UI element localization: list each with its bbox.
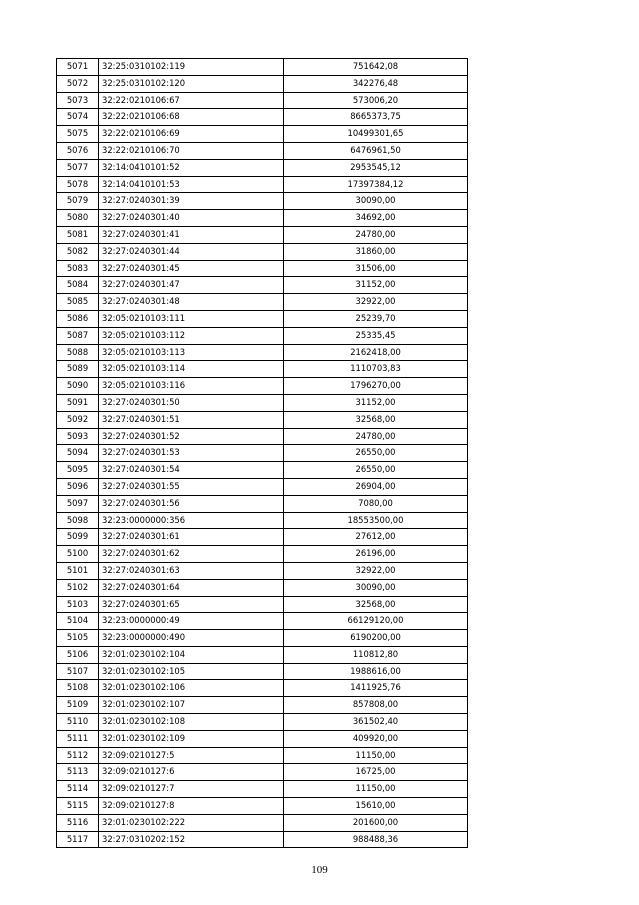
value-cell: 988488,36: [284, 831, 468, 848]
table-row: [57, 310, 468, 327]
table-row: [57, 243, 468, 260]
cadastral-number-cell: 32:27:0310202:152: [99, 831, 284, 848]
value-cell: 31152,00: [284, 394, 468, 411]
value-cell: 31860,00: [284, 243, 468, 260]
row-number-cell: 5099: [57, 529, 99, 546]
cadastral-number-cell: 32:27:0240301:61: [99, 529, 284, 546]
cadastral-number-cell: 32:27:0240301:56: [99, 495, 284, 512]
cadastral-number-cell: 32:27:0240301:45: [99, 260, 284, 277]
value-cell: 1988616,00: [284, 663, 468, 680]
value-cell: 26196,00: [284, 546, 468, 563]
row-number-cell: 5113: [57, 764, 99, 781]
table-row: [57, 596, 468, 613]
value-cell: 32922,00: [284, 562, 468, 579]
value-cell: 30090,00: [284, 579, 468, 596]
table-row: [57, 109, 468, 126]
table-row: [57, 226, 468, 243]
cadastral-number-cell: 32:27:0240301:52: [99, 428, 284, 445]
page-number: 109: [311, 864, 328, 876]
table-row: [57, 478, 468, 495]
table-row: [57, 445, 468, 462]
value-cell: 6476961,50: [284, 142, 468, 159]
cadastral-number-cell: 32:23:0000000:356: [99, 512, 284, 529]
cadastral-number-cell: 32:09:0210127:5: [99, 747, 284, 764]
value-cell: 34692,00: [284, 210, 468, 227]
value-cell: 16725,00: [284, 764, 468, 781]
value-cell: 31506,00: [284, 260, 468, 277]
row-number-cell: 5087: [57, 327, 99, 344]
cadastral-number-cell: 32:22:0210106:69: [99, 126, 284, 143]
row-number-cell: 5109: [57, 697, 99, 714]
row-number-cell: 5080: [57, 210, 99, 227]
cadastral-number-cell: 32:01:0230102:106: [99, 680, 284, 697]
cadastral-number-cell: 32:22:0210106:68: [99, 109, 284, 126]
value-cell: 11150,00: [284, 781, 468, 798]
table-row: [57, 159, 468, 176]
cadastral-number-cell: 32:23:0000000:490: [99, 630, 284, 647]
row-number-cell: 5077: [57, 159, 99, 176]
row-number-cell: 5072: [57, 75, 99, 92]
cadastral-number-cell: 32:27:0240301:40: [99, 210, 284, 227]
value-cell: 26904,00: [284, 478, 468, 495]
row-number-cell: 5116: [57, 814, 99, 831]
value-cell: 573006,20: [284, 92, 468, 109]
cadastral-number-cell: 32:09:0210127:7: [99, 781, 284, 798]
value-cell: 26550,00: [284, 462, 468, 479]
cadastral-number-cell: 32:09:0210127:8: [99, 798, 284, 815]
cadastral-number-cell: 32:01:0230102:105: [99, 663, 284, 680]
value-cell: 26550,00: [284, 445, 468, 462]
row-number-cell: 5101: [57, 562, 99, 579]
row-number-cell: 5117: [57, 831, 99, 848]
table-row: [57, 714, 468, 731]
cadastral-number-cell: 32:14:0410101:52: [99, 159, 284, 176]
value-cell: 110812,80: [284, 646, 468, 663]
cadastral-number-cell: 32:05:0210103:113: [99, 344, 284, 361]
table-row: [57, 210, 468, 227]
row-number-cell: 5114: [57, 781, 99, 798]
row-number-cell: 5097: [57, 495, 99, 512]
table-row: [57, 546, 468, 563]
cadastral-number-cell: 32:05:0210103:116: [99, 378, 284, 395]
value-cell: 7080,00: [284, 495, 468, 512]
cadastral-number-cell: 32:27:0240301:62: [99, 546, 284, 563]
row-number-cell: 5110: [57, 714, 99, 731]
table-row: [57, 294, 468, 311]
table-row: [57, 680, 468, 697]
row-number-cell: 5079: [57, 193, 99, 210]
table-row: [57, 142, 468, 159]
table-row: [57, 378, 468, 395]
table-row: [57, 579, 468, 596]
row-number-cell: 5092: [57, 411, 99, 428]
table-row: [57, 663, 468, 680]
table-row: [57, 562, 468, 579]
value-cell: 1411925,76: [284, 680, 468, 697]
table-row: [57, 462, 468, 479]
cadastral-number-cell: 32:01:0230102:222: [99, 814, 284, 831]
value-cell: 1796270,00: [284, 378, 468, 395]
row-number-cell: 5105: [57, 630, 99, 647]
table-row: [57, 831, 468, 848]
cadastral-number-cell: 32:27:0240301:41: [99, 226, 284, 243]
cadastral-number-cell: 32:01:0230102:108: [99, 714, 284, 731]
row-number-cell: 5108: [57, 680, 99, 697]
row-number-cell: 5094: [57, 445, 99, 462]
row-number-cell: 5115: [57, 798, 99, 815]
row-number-cell: 5083: [57, 260, 99, 277]
row-number-cell: 5098: [57, 512, 99, 529]
value-cell: 201600,00: [284, 814, 468, 831]
row-number-cell: 5073: [57, 92, 99, 109]
table-row: [57, 764, 468, 781]
row-number-cell: 5078: [57, 176, 99, 193]
value-cell: 8665373,75: [284, 109, 468, 126]
cadastral-number-cell: 32:27:0240301:65: [99, 596, 284, 613]
table-row: [57, 697, 468, 714]
cadastral-number-cell: 32:22:0210106:67: [99, 92, 284, 109]
value-cell: 32568,00: [284, 596, 468, 613]
row-number-cell: 5089: [57, 361, 99, 378]
table-row: [57, 646, 468, 663]
row-number-cell: 5111: [57, 730, 99, 747]
row-number-cell: 5112: [57, 747, 99, 764]
cadastral-number-cell: 32:27:0240301:50: [99, 394, 284, 411]
value-cell: 10499301,65: [284, 126, 468, 143]
cadastral-number-cell: 32:05:0210103:111: [99, 310, 284, 327]
cadastral-number-cell: 32:01:0230102:107: [99, 697, 284, 714]
value-cell: 24780,00: [284, 428, 468, 445]
table-row: [57, 193, 468, 210]
row-number-cell: 5075: [57, 126, 99, 143]
cadastral-number-cell: 32:27:0240301:55: [99, 478, 284, 495]
value-cell: 751642,08: [284, 59, 468, 76]
value-cell: 31152,00: [284, 277, 468, 294]
value-cell: 361502,40: [284, 714, 468, 731]
cadastral-number-cell: 32:01:0230102:104: [99, 646, 284, 663]
table-row: [57, 781, 468, 798]
value-cell: 32568,00: [284, 411, 468, 428]
cadastral-number-cell: 32:05:0210103:114: [99, 361, 284, 378]
row-number-cell: 5107: [57, 663, 99, 680]
row-number-cell: 5104: [57, 613, 99, 630]
table-row: [57, 730, 468, 747]
cadastral-number-cell: 32:14:0410101:53: [99, 176, 284, 193]
table-row: [57, 411, 468, 428]
table-row: [57, 260, 468, 277]
value-cell: 2162418,00: [284, 344, 468, 361]
value-cell: 27612,00: [284, 529, 468, 546]
cadastral-number-cell: 32:27:0240301:53: [99, 445, 284, 462]
row-number-cell: 5100: [57, 546, 99, 563]
row-number-cell: 5090: [57, 378, 99, 395]
table-row: [57, 747, 468, 764]
value-cell: 17397384,12: [284, 176, 468, 193]
cadastral-number-cell: 32:22:0210106:70: [99, 142, 284, 159]
cadastral-number-cell: 32:27:0240301:48: [99, 294, 284, 311]
table-row: [57, 75, 468, 92]
cadastral-number-cell: 32:25:0310102:119: [99, 59, 284, 76]
table-row: [57, 613, 468, 630]
row-number-cell: 5071: [57, 59, 99, 76]
cadastral-number-cell: 32:27:0240301:64: [99, 579, 284, 596]
row-number-cell: 5074: [57, 109, 99, 126]
table-row: [57, 176, 468, 193]
row-number-cell: 5106: [57, 646, 99, 663]
row-number-cell: 5088: [57, 344, 99, 361]
value-cell: 11150,00: [284, 747, 468, 764]
row-number-cell: 5091: [57, 394, 99, 411]
table-body: [57, 59, 468, 848]
cadastral-number-cell: 32:27:0240301:44: [99, 243, 284, 260]
table-row: [57, 798, 468, 815]
row-number-cell: 5095: [57, 462, 99, 479]
table-row: [57, 361, 468, 378]
table-row: [57, 92, 468, 109]
table-row: [57, 630, 468, 647]
cadastral-number-cell: 32:09:0210127:6: [99, 764, 284, 781]
cadastral-number-cell: 32:23:0000000:49: [99, 613, 284, 630]
value-cell: 857808,00: [284, 697, 468, 714]
value-cell: 342276,48: [284, 75, 468, 92]
value-cell: 32922,00: [284, 294, 468, 311]
table-row: [57, 394, 468, 411]
value-cell: 1110703,83: [284, 361, 468, 378]
table-row: [57, 814, 468, 831]
table-row: [57, 59, 468, 76]
cadastral-number-cell: 32:27:0240301:39: [99, 193, 284, 210]
row-number-cell: 5103: [57, 596, 99, 613]
cadastral-number-cell: 32:27:0240301:63: [99, 562, 284, 579]
table-row: [57, 529, 468, 546]
row-number-cell: 5085: [57, 294, 99, 311]
row-number-cell: 5081: [57, 226, 99, 243]
row-number-cell: 5076: [57, 142, 99, 159]
cadastral-value-table: [56, 58, 468, 848]
cadastral-number-cell: 32:05:0210103:112: [99, 327, 284, 344]
table-row: [57, 495, 468, 512]
table-row: [57, 344, 468, 361]
row-number-cell: 5102: [57, 579, 99, 596]
cadastral-number-cell: 32:27:0240301:47: [99, 277, 284, 294]
value-cell: 30090,00: [284, 193, 468, 210]
value-cell: 6190200,00: [284, 630, 468, 647]
table-row: [57, 428, 468, 445]
row-number-cell: 5082: [57, 243, 99, 260]
value-cell: 15610,00: [284, 798, 468, 815]
table-row: [57, 327, 468, 344]
value-cell: 25335,45: [284, 327, 468, 344]
row-number-cell: 5096: [57, 478, 99, 495]
cadastral-number-cell: 32:25:0310102:120: [99, 75, 284, 92]
value-cell: 25239,70: [284, 310, 468, 327]
table-row: [57, 277, 468, 294]
row-number-cell: 5084: [57, 277, 99, 294]
value-cell: 24780,00: [284, 226, 468, 243]
value-cell: 2953545,12: [284, 159, 468, 176]
row-number-cell: 5086: [57, 310, 99, 327]
value-cell: 66129120,00: [284, 613, 468, 630]
cadastral-number-cell: 32:01:0230102:109: [99, 730, 284, 747]
cadastral-number-cell: 32:27:0240301:51: [99, 411, 284, 428]
row-number-cell: 5093: [57, 428, 99, 445]
table-row: [57, 512, 468, 529]
cadastral-number-cell: 32:27:0240301:54: [99, 462, 284, 479]
table-row: [57, 126, 468, 143]
value-cell: 18553500,00: [284, 512, 468, 529]
value-cell: 409920,00: [284, 730, 468, 747]
